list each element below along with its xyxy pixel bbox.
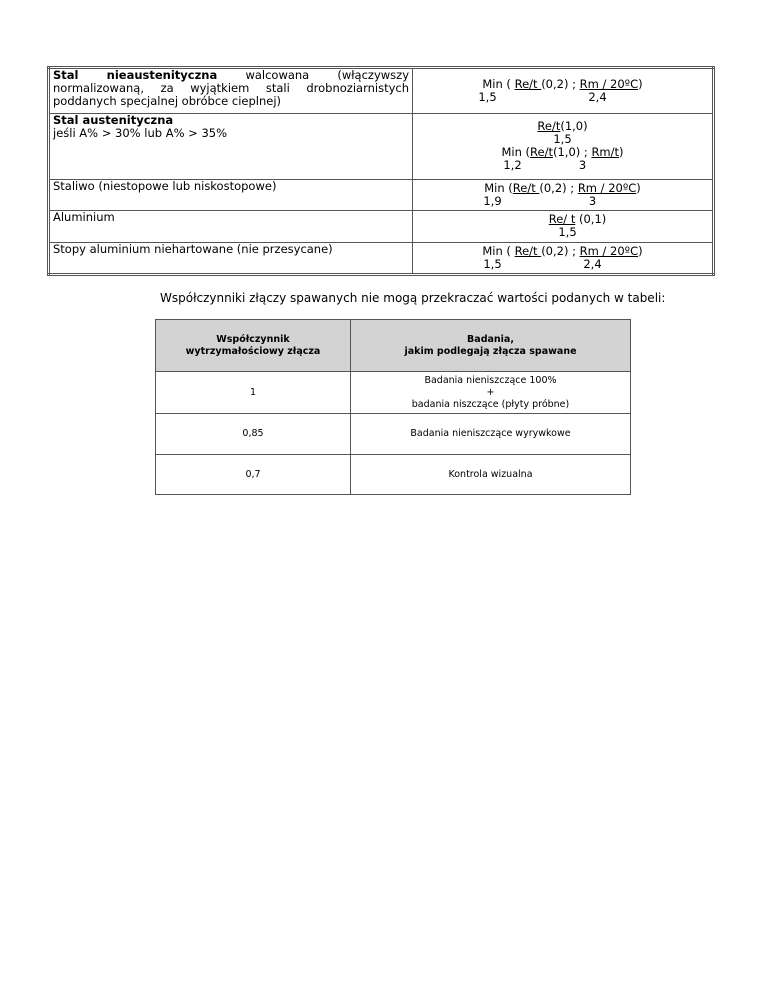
tests-text: badania niszczące (płyty próbne): [411, 398, 570, 410]
weld-coefficient-table: [155, 319, 631, 495]
formula-numerator: Re/ t: [548, 212, 576, 226]
tests-cell: [351, 372, 631, 414]
formula-line: [413, 78, 712, 91]
formula-numerator: Rm / 20ºC: [579, 77, 639, 91]
header-label: wytrzymałościowy złącza: [185, 345, 321, 357]
table-row: [156, 455, 631, 495]
formula-text: (0,2) ;: [541, 77, 580, 91]
table-row: [156, 372, 631, 414]
formula-text: (1,0) ;: [552, 145, 592, 159]
material-name: Aluminium: [53, 210, 115, 224]
formula-cell: [413, 68, 714, 114]
material-description: poddanych specjalnej obróbce cieplnej): [53, 94, 282, 108]
header-label: jakim podlegają złącza spawane: [404, 345, 577, 357]
formula-text: ): [638, 244, 643, 258]
header-label: Współczynnik: [216, 333, 290, 345]
formula-text: (0,1): [575, 212, 607, 226]
formula-cell: [413, 180, 714, 211]
formula-line: [413, 146, 712, 159]
formula-denominators: [413, 159, 712, 172]
header-coefficient: [156, 320, 351, 372]
formula-numerator: Rm/t: [591, 145, 620, 159]
formula-denominator: 3: [578, 158, 587, 172]
material-name: Stal: [53, 68, 79, 82]
tests-cell: Kontrola wizualna: [351, 455, 631, 495]
header-tests: [351, 320, 631, 372]
formula-text: ): [619, 145, 624, 159]
coefficient-cell: 0,7: [156, 455, 351, 495]
material-cell: [49, 243, 413, 275]
formula-numerator: Re/t: [512, 181, 540, 195]
material-cell: [49, 211, 413, 243]
formula-cell: [413, 114, 714, 180]
coefficient-cell: 1: [156, 372, 351, 414]
material-strength-table: [47, 66, 715, 276]
formula-cell: [413, 211, 714, 243]
formula-line: [413, 245, 712, 258]
formula-denominators: [413, 91, 712, 104]
formula-text: Min (: [501, 145, 531, 159]
table-row: [49, 211, 714, 243]
header-label: Badania,: [467, 333, 514, 345]
formula-denominator: 1,2: [503, 158, 522, 172]
formula-numerator: Re/t: [537, 119, 561, 133]
material-name: Staliwo (niestopowe lub niskostopowe): [53, 179, 277, 193]
formula-text: Min (: [482, 77, 515, 91]
material-description: normalizowaną, za wyjątkiem stali drobnoziarnistych: [53, 81, 409, 95]
tests-text: +: [486, 386, 495, 398]
material-description: walcowana (włączywszy: [245, 68, 410, 82]
material-description: jeśli A% > 30% lub A% > 35%: [53, 126, 228, 140]
formula-text: (0,2) ;: [541, 244, 580, 258]
formula-numerator: Rm / 20ºC: [579, 244, 639, 258]
formula-text: ): [638, 77, 643, 91]
formula-text: Min (: [482, 244, 515, 258]
formula-denominator: 1,5: [553, 132, 572, 146]
coefficient-cell: 0,85: [156, 414, 351, 455]
table-row: [49, 114, 714, 180]
formula-denominators: [413, 258, 712, 271]
table-row: [156, 414, 631, 455]
formula-text: ): [636, 181, 641, 195]
formula-denominator: 3: [588, 194, 597, 208]
formula-denominator: 1,5: [478, 90, 497, 104]
formula-denominator: 2,4: [583, 257, 602, 271]
formula-text: Min (: [484, 181, 513, 195]
formula-numerator: Re/t: [514, 77, 542, 91]
material-name: Stopy aluminium niehartowane (nie przesycane): [53, 242, 333, 256]
formula-numerator: Re/t: [530, 145, 553, 159]
formula-denominator: 2,4: [588, 90, 607, 104]
material-cell: [49, 68, 413, 114]
formula-denominator: 1,9: [483, 194, 502, 208]
formula-text: (1,0): [560, 119, 588, 133]
table-row: [49, 243, 714, 275]
formula-numerator: Re/t: [514, 244, 542, 258]
material-cell: [49, 114, 413, 180]
table-row: [49, 180, 714, 211]
table-row: [49, 68, 714, 114]
formula-text: (0,2) ;: [539, 181, 578, 195]
material-name: Stal austenityczna: [53, 113, 174, 127]
formula-denominators: [413, 195, 712, 208]
material-name: nieaustenityczna: [106, 68, 218, 82]
formula-line: [413, 182, 712, 195]
tests-cell: Badania nieniszczące wyrywkowe: [351, 414, 631, 455]
formula-numerator: Rm / 20ºC: [577, 181, 637, 195]
weld-table-caption: Współczynniki złączy spawanych nie mogą przekraczać wartości podanych w tabeli:: [160, 291, 666, 305]
material-cell: [49, 180, 413, 211]
formula-denominator: 1,5: [483, 257, 502, 271]
table-header-row: [156, 320, 631, 372]
tests-text: Badania nieniszczące 100%: [424, 374, 557, 386]
formula-denominator: 1,5: [558, 225, 577, 239]
formula-cell: [413, 243, 714, 275]
